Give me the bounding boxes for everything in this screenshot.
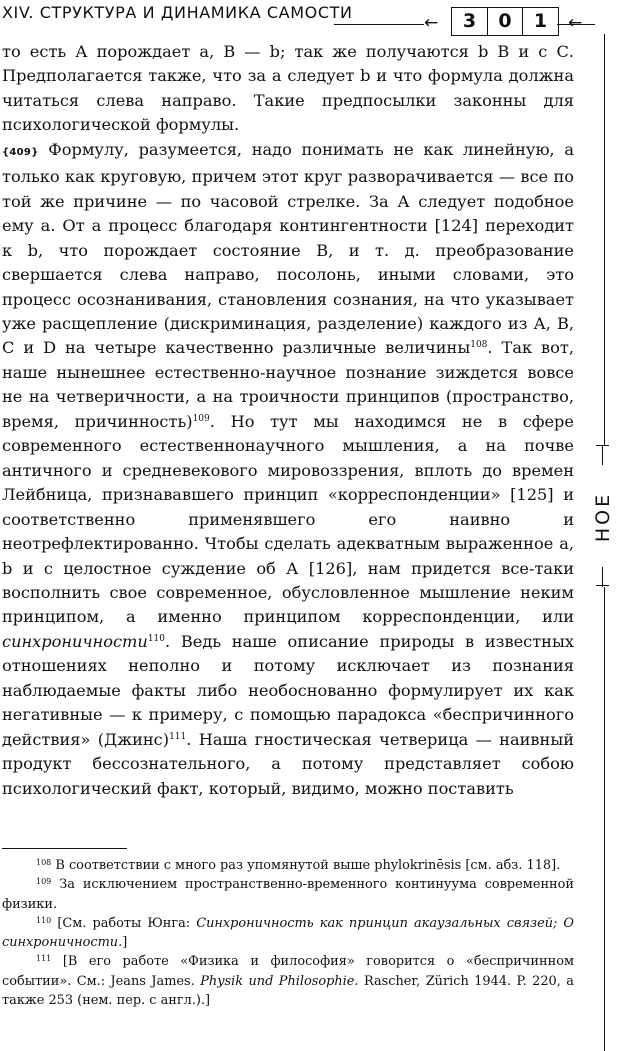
page-number-digit: 3	[451, 7, 488, 36]
paragraph: то есть А порождает а, В — b; так же получаются b В и с С. Предполагается также, что за а следует b и что формула должна читаться слева направо. Такие предпосылки законны для психологической формулы.	[2, 42, 574, 135]
footnote-ref[interactable]: 109	[192, 413, 210, 424]
book-tag-text: HOE	[592, 491, 614, 543]
chapter-title: XIV. СТРУКТУРА И ДИНАМИКА САМОСТИ	[2, 3, 353, 22]
side-tick	[596, 585, 609, 586]
arrow-left-icon: ←	[424, 13, 439, 33]
margin-book-tag	[590, 445, 616, 587]
page-edge-line	[604, 34, 605, 445]
footnote-number: 110	[36, 915, 52, 925]
running-header	[0, 0, 620, 34]
footnote-number: 111	[36, 954, 52, 964]
paragraph-number: {409}	[2, 146, 39, 158]
footnote-number: 108	[36, 858, 52, 867]
page-number	[451, 7, 559, 36]
arrow-right-icon: ←	[568, 13, 583, 33]
footnote: $^{108}$ В соответствии с много раз упомянутой выше phylokrinēsis [см. абз. 118].	[36, 858, 561, 873]
side-rule	[602, 445, 603, 465]
page-number-digit: 1	[522, 7, 559, 36]
page-edge-line	[604, 587, 605, 1051]
emphasis: синхроничности	[2, 631, 148, 651]
page-number-digit: 0	[487, 7, 524, 36]
footnote: $^{110}$ [См. работы Юнга: Синхроничность как принцип акаузальных связей; О синхроничности.]	[2, 915, 574, 951]
footnote: $^{111}$ [В его работе «Физика и философия» говорится о «беспричинном событии». См.: Jeans James. Physik und Philosophie. Rascher, Zürich 1944. P. 220, а также 253 (нем. пер. с англ.).]	[2, 954, 574, 1009]
footnote-ref[interactable]: 110	[147, 633, 165, 644]
footnote-ref[interactable]: 111	[169, 731, 187, 742]
footnote-separator	[2, 848, 127, 849]
main-text	[2, 40, 574, 801]
header-rule-left	[334, 24, 424, 25]
footnotes	[2, 856, 574, 1010]
footnote-number: 109	[36, 877, 52, 887]
footnote: $^{109}$ За исключением пространственно-временного континуума современной физики.	[2, 877, 575, 912]
footnote-ref[interactable]: 108	[470, 340, 488, 351]
paragraph-409: {409} Формулу, разумеется, надо понимать не как линейную, а только как круговую, причем этот круг разворачивается — все по той же причине — по часовой стрелке. За А следует подобное ему а. От а процесс благодаря контингентности [124] переходит к b, что порождает состояние В, и т. д. преобразование свершается слева направо, посолонь, иными словами, это процесс осознанивания, становления сознания, на что указывает уже расщепление (дискриминация, разделение) каждого из А, В, С и D на четыре качественно различные величины$^{108}$. Так вот, наше нынешнее естественно-научное познание зиждется вовсе не на четверичности, а на троичности принципов (пространство, время, причинность)$^{109}$. Но тут мы находимся не в сфере современного естественнонаучного мышления, а на почве античного и средневекового мировоззрения, вплоть до времен Лейбница, признававшего принцип «корреспонденции» [125] и соответственно применявшего его наивно и неотрефлектированно. Чтобы сделать адекватным выраженное а, b и с целостное суждение об А [126], нам придется все-таки восполнить свое современное, обусловленное мышление неким принципом, а именно принципом корреспонденции, или синхроничности$^{110}$. Ведь наше описание природы в известных отношениях неполно и потому исключает из познания наблюдаемые факты либо необоснованно формулирует их как негативные — к примеру, с помощью парадокса «беспричинного действия» (Джинс)$^{111}$. Наша гностическая четверица — наивный продукт бессознательного, а потому представляет собою психологический факт, который, видимо, можно поставить	[2, 139, 575, 798]
side-rule	[602, 567, 603, 587]
